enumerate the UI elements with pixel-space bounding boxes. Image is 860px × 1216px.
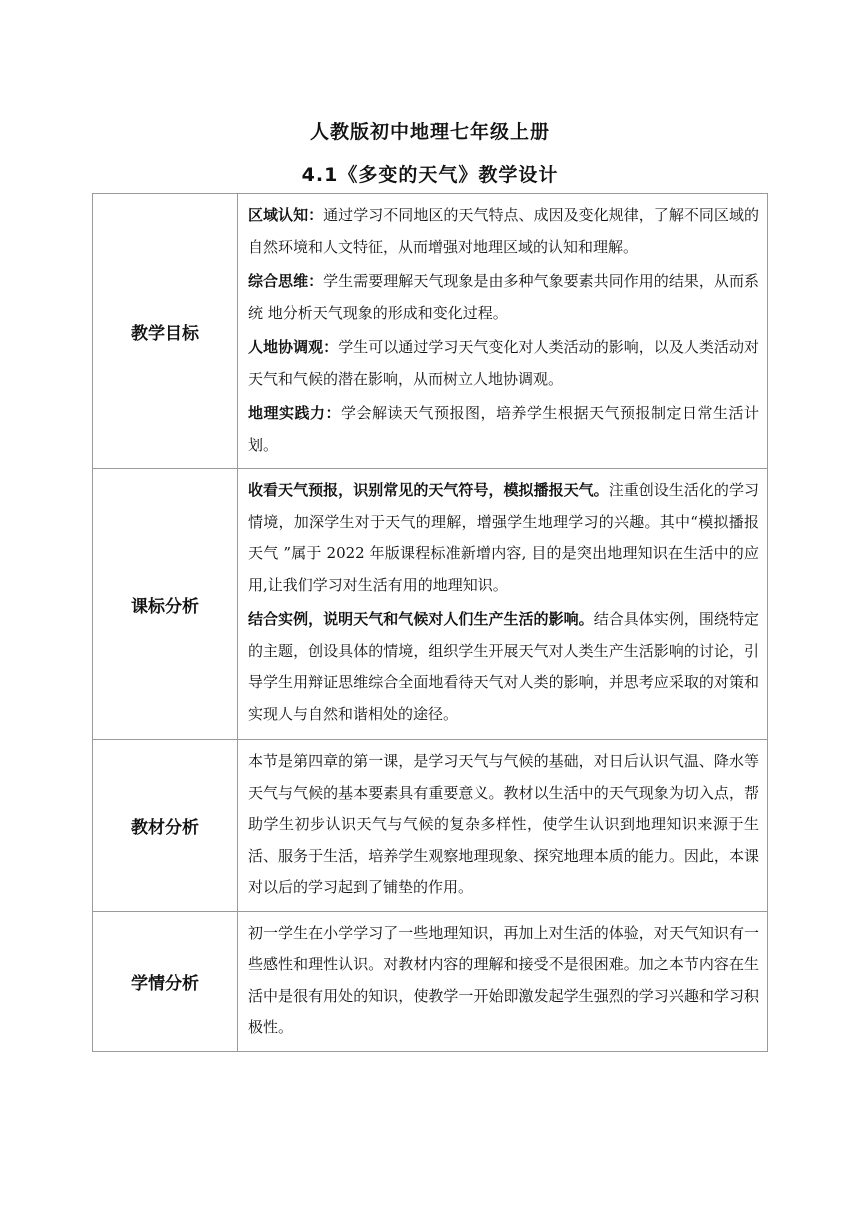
row-label: 学情分析 xyxy=(93,911,238,1051)
paragraph-lead: 人地协调观： xyxy=(248,338,339,356)
paragraph xyxy=(248,604,759,730)
row-content xyxy=(238,194,768,469)
row-label: 教材分析 xyxy=(93,740,238,912)
paragraph-lead: 区域认知： xyxy=(248,206,324,224)
row-content xyxy=(238,911,768,1051)
row-content xyxy=(238,469,768,740)
document-subtitle: 4.1《多变的天气》教学设计 xyxy=(301,164,559,186)
paragraph-text: 注重创设生活化的学习情境，加深学生对于天气的理解，增强学生地理学习的兴趣。其中“模拟播报天气 ”属于 2022 年版课程标准新增内容, 目的是突出地理知识在生活中的应用,让我们学习对生活有用的地理知识。 xyxy=(248,481,759,594)
paragraph-lead: 地理实践力： xyxy=(248,404,341,422)
paragraph xyxy=(248,200,759,263)
paragraph-text: 初一学生在小学学习了一些地理知识，再加上对生活的体验，对天气知识有一些感性和理性认识。对教材内容的理解和接受不是很困难。加之本节内容在生活中是很有用处的知识，使教学一开始即激发起学生强烈的学习兴趣和学习积极性。 xyxy=(248,923,759,1036)
paragraph xyxy=(248,332,759,395)
paragraph xyxy=(248,746,759,904)
row-label: 教学目标 xyxy=(93,194,238,469)
paragraph-text: 学会解读天气预报图，培养学生根据天气预报制定日常生活计划。 xyxy=(248,404,759,454)
row-label: 课标分析 xyxy=(93,469,238,740)
paragraph xyxy=(248,475,759,601)
paragraph-text: 本节是第四章的第一课，是学习天气与气候的基础，对日后认识气温、降水等天气与气候的基本要素具有重要意义。教材以生活中的天气现象为切入点，帮助学生初步认识天气与气候的复杂多样性，使学生认识到地理知识来源于生活、服务于生活，培养学生观察地理现象、探究地理本质的能力。因此，本课对以后的学习起到了铺垫的作用。 xyxy=(248,752,759,896)
paragraph-lead: 综合思维： xyxy=(248,272,324,290)
paragraph-text: 学生可以通过学习天气变化对人类活动的影响，以及人类活动对天气和气候的潜在影响，从而树立人地协调观。 xyxy=(248,338,759,388)
lesson-design-table xyxy=(92,193,768,1052)
paragraph xyxy=(248,266,759,329)
paragraph-text: 通过学习不同地区的天气特点、成因及变化规律，了解不同区域的自然环境和人文特征，从而增强对地理区域的认知和理解。 xyxy=(248,206,759,256)
paragraph-lead: 结合实例，说明天气和气候对人们生产生活的影响。 xyxy=(248,610,594,628)
table-row-textbook-analysis xyxy=(93,740,768,912)
paragraph-text: 结合具体实例，围绕特定的主题，创设具体的情境，组织学生开展天气对人类生产生活影响的讨论，引导学生用辩证思维综合全面地看待天气对人类的影响，并思考应采取的对策和实现人与自然和谐相处的途径。 xyxy=(248,610,759,723)
table-row-curriculum-analysis xyxy=(93,469,768,740)
paragraph-text: 学生需要理解天气现象是由多种气象要素共同作用的结果，从而系统 地分析天气现象的形成和变化过程。 xyxy=(248,272,759,322)
paragraph-lead: 收看天气预报，识别常见的天气符号，模拟播报天气。 xyxy=(248,481,609,499)
paragraph xyxy=(248,918,759,1044)
table-row-teaching-objectives xyxy=(93,194,768,469)
table-row-student-analysis xyxy=(93,911,768,1051)
paragraph xyxy=(248,398,759,461)
document-title: 人教版初中地理七年级上册 xyxy=(309,121,550,143)
row-content xyxy=(238,740,768,912)
